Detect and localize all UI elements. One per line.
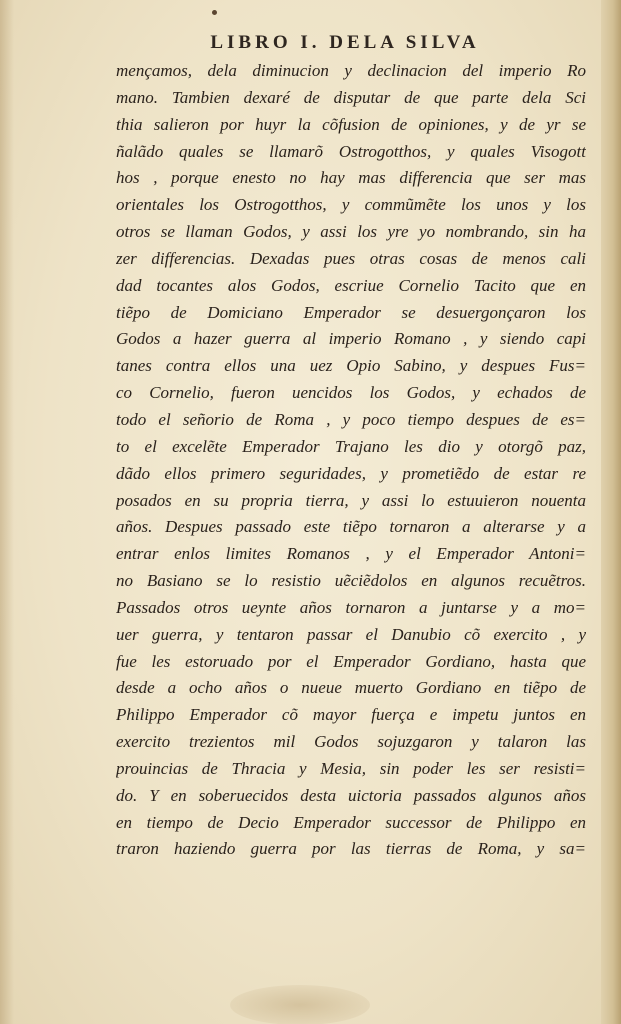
text-line: todo el señorio de Roma , y poco tiempo despues de es= <box>116 409 586 429</box>
text-line: desde a ocho años o nueue muerto Gordiano en tiẽpo de <box>116 678 586 698</box>
text-line: otros se llaman Godos, y assi los yre yo nombrando, sin ha <box>116 222 586 242</box>
running-head: LIBRO I. DELA SILVA <box>210 32 480 53</box>
ink-mark <box>212 10 217 15</box>
text-line: Godos a hazer guerra al imperio Romano , y siendo capi <box>116 329 586 349</box>
text-line: posados en su propria tierra, y assi lo estuuieron nouenta <box>116 490 586 510</box>
text-line: traron haziendo guerra por las tierras de Roma, y sa= <box>116 839 586 859</box>
text-line: exercito trezientos mil Godos sojuzgaron y talaron las <box>116 732 586 752</box>
text-line: do. Y en soberuecidos desta uictoria passados algunos años <box>116 785 586 805</box>
text-line: tiẽpo de Domiciano Emperador se desuergonçaron los <box>116 302 586 322</box>
text-line: años. Despues passado este tiẽpo tornaron a alterarse y a <box>116 517 586 537</box>
gutter-shadow <box>0 0 14 1024</box>
text-line: mençamos, dela diminucion y declinacion del imperio Ro <box>116 61 586 80</box>
text-line: co Cornelio, fueron uencidos los Godos, y echados de <box>116 383 586 403</box>
text-line: orientales los Ostrogotthos, y commũmẽte los unos y los <box>116 195 586 215</box>
paper-stain <box>230 985 370 1024</box>
body-text <box>116 58 586 863</box>
text-line: tanes contra ellos una uez Opio Sabino, y despues Fus= <box>116 356 586 376</box>
text-line: uer guerra, y tentaron passar el Danubio cõ exercito , y <box>116 624 586 644</box>
text-line: Philippo Emperador cõ mayor fuerça e impetu juntos en <box>116 705 586 725</box>
text-line: fue les estoruado por el Emperador Gordiano, hasta que <box>116 651 586 671</box>
text-line: dad tocantes alos Godos, escriue Cornelio Tacito que en <box>116 275 586 295</box>
text-line: mano. Tambien dexaré de disputar de que parte dela Sci <box>116 87 586 107</box>
page-edge <box>601 0 621 1024</box>
text-line: zer differencias. Dexadas pues otras cosas de menos cali <box>116 248 586 268</box>
text-line: en tiempo de Decio Emperador successor de Philippo en <box>116 812 586 832</box>
text-line: to el excelẽte Emperador Trajano les dio y otorgõ paz, <box>116 436 586 456</box>
text-line: prouincias de Thracia y Mesia, sin poder les ser resisti= <box>116 758 586 778</box>
text-line: Passados otros ueynte años tornaron a juntarse y a mo= <box>116 597 586 617</box>
text-line: entrar enlos limites Romanos , y el Emperador Antoni= <box>116 544 586 564</box>
text-line: hos , porque enesto no hay mas differencia que ser mas <box>116 168 586 188</box>
text-line: no Basiano se lo resistio uẽciẽdolos en algunos recuẽtros. <box>116 571 586 591</box>
text-line: dãdo ellos primero seguridades, y prometiẽdo de estar re <box>116 463 586 483</box>
text-line: thia salieron por huyr la cõfusion de opiniones, y de yr se <box>116 114 586 134</box>
text-line: ñalãdo quales se llamarõ Ostrogotthos, y quales Visogott <box>116 141 586 161</box>
